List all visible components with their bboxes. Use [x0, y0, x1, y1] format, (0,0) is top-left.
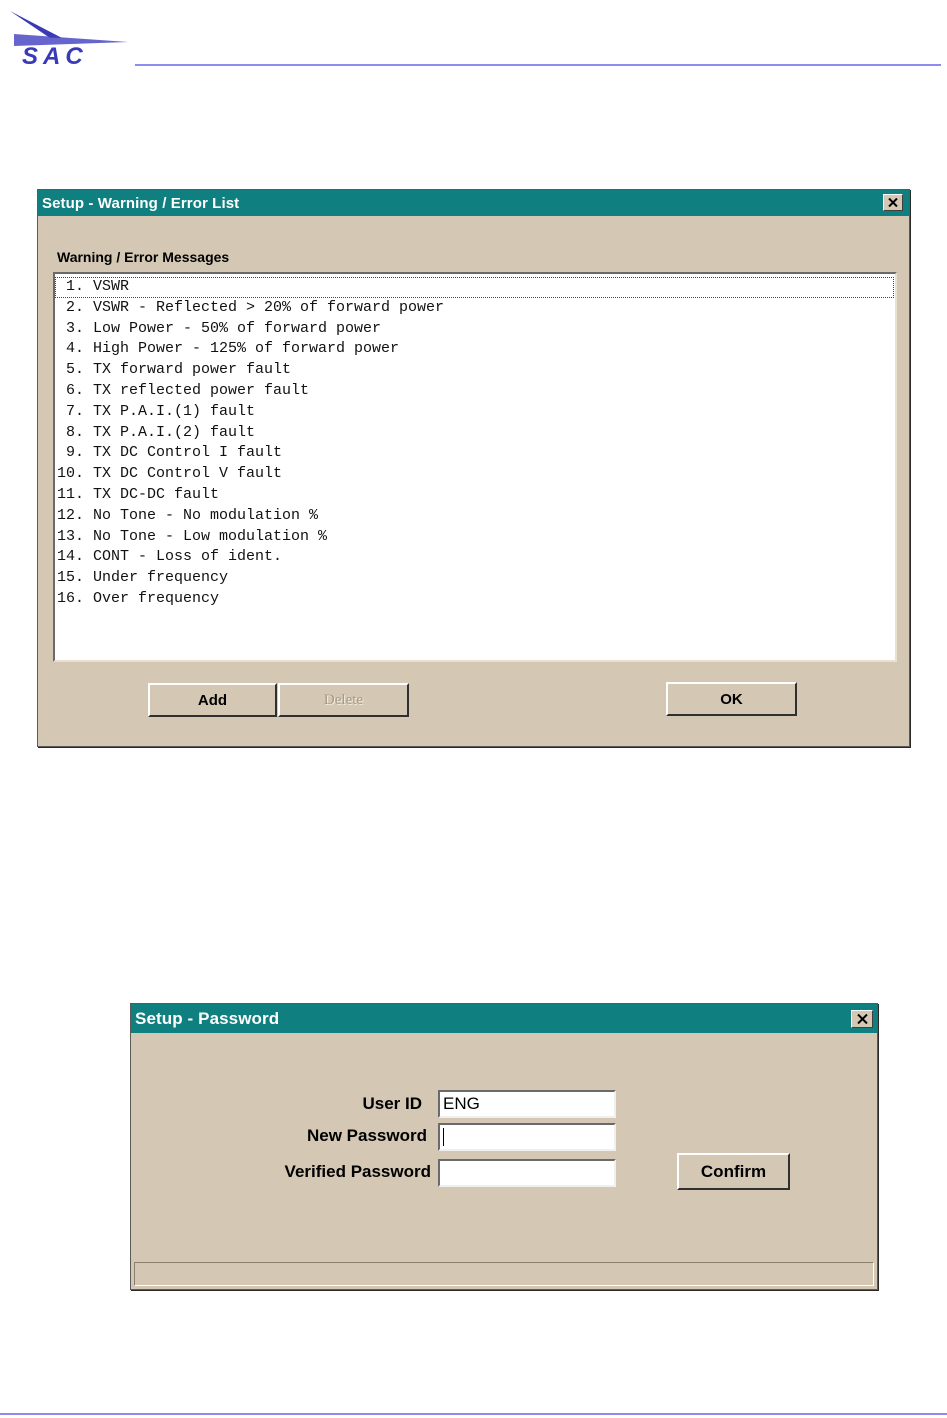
logo-text: SAC [22, 43, 88, 70]
message-list-item[interactable]: 10. TX DC Control V fault [57, 465, 283, 483]
verified-password-label: Verified Password [284, 1162, 431, 1181]
new-password-input[interactable] [438, 1123, 616, 1151]
title-bar [38, 190, 909, 216]
message-list-item[interactable]: 1. VSWR [55, 277, 894, 298]
warning-error-list-window [37, 189, 910, 747]
sac-logo [8, 8, 133, 70]
new-password-label: New Password [307, 1126, 427, 1145]
message-list-item[interactable]: 8. TX P.A.I.(2) fault [57, 423, 256, 441]
message-list-item[interactable]: 4. High Power - 125% of forward power [57, 340, 400, 358]
password-window [130, 1003, 878, 1290]
message-list-item[interactable]: 14. CONT - Loss of ident. [57, 548, 283, 566]
title-bar [131, 1004, 877, 1033]
ok-button[interactable]: OK [666, 682, 797, 716]
messages-listbox[interactable] [53, 272, 897, 662]
message-list-item[interactable]: 5. TX forward power fault [57, 361, 292, 379]
close-button[interactable] [883, 194, 903, 211]
close-x-icon [857, 1014, 868, 1024]
text-caret [443, 1128, 444, 1146]
message-list-item[interactable]: 9. TX DC Control I fault [57, 444, 283, 462]
message-list-item[interactable]: 7. TX P.A.I.(1) fault [57, 402, 256, 420]
header-rule [135, 64, 941, 66]
message-list-item[interactable]: 2. VSWR - Reflected > 20% of forward power [57, 298, 445, 316]
user-id-label: User ID [362, 1094, 422, 1113]
confirm-button[interactable]: Confirm [677, 1153, 790, 1190]
delete-button[interactable]: Delete [278, 683, 409, 717]
message-list-item[interactable]: 3. Low Power - 50% of forward power [57, 319, 382, 337]
window-title: Setup - Password [135, 1008, 280, 1028]
window-title: Setup - Warning / Error List [42, 194, 240, 212]
message-list-item[interactable]: 6. TX reflected power fault [57, 381, 310, 399]
add-button[interactable]: Add [148, 683, 277, 717]
messages-label: Warning / Error Messages [57, 249, 230, 265]
close-x-icon [888, 198, 898, 207]
message-list-item[interactable]: 13. No Tone - Low modulation % [57, 527, 328, 545]
message-list-item[interactable]: 16. Over frequency [57, 589, 220, 607]
footer-rule [0, 1413, 947, 1415]
message-list-item[interactable]: 11. TX DC-DC fault [57, 485, 220, 503]
close-button[interactable] [851, 1010, 873, 1028]
verified-password-input[interactable] [438, 1159, 616, 1187]
message-list-item[interactable]: 15. Under frequency [57, 569, 229, 587]
message-list-item[interactable]: 12. No Tone - No modulation % [57, 506, 319, 524]
user-id-input[interactable]: ENG [438, 1090, 616, 1118]
status-bar [134, 1262, 874, 1286]
